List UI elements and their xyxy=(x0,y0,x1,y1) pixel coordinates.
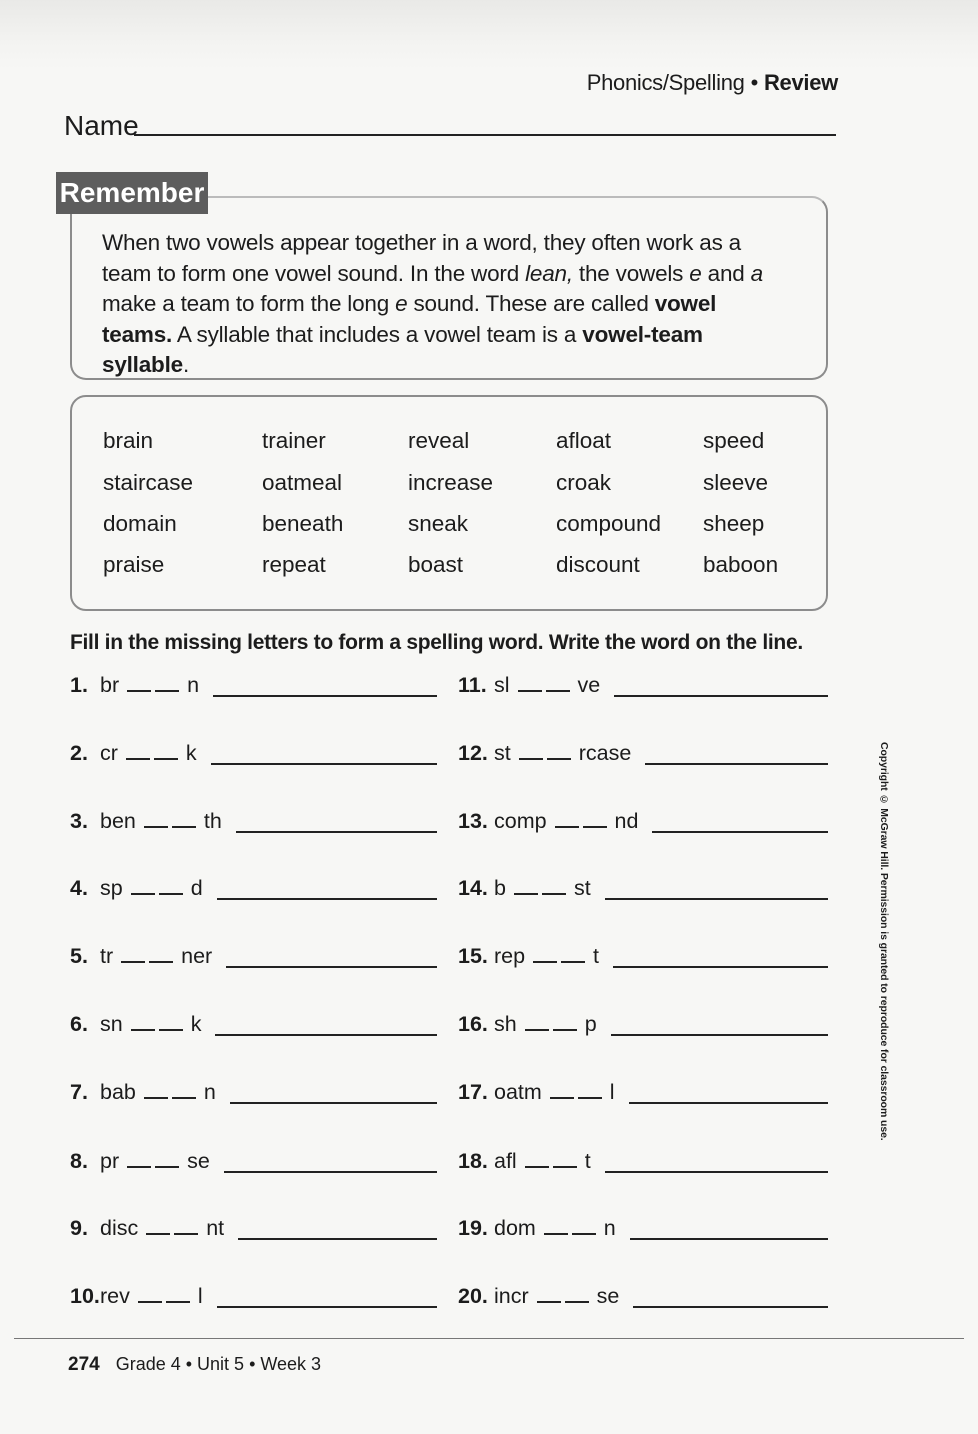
answer-line[interactable] xyxy=(226,966,437,968)
missing-letter-blank[interactable] xyxy=(519,742,543,760)
fragment-end: t xyxy=(584,1149,591,1173)
exercise-item xyxy=(70,673,437,703)
exercise-item xyxy=(70,944,437,974)
header-subsection: Review xyxy=(763,70,838,95)
word-fragment xyxy=(100,741,197,766)
word-bank-word: repeat xyxy=(262,552,326,577)
item-number: 17. xyxy=(458,1080,488,1104)
fragment-end: t xyxy=(593,944,600,968)
fragment-start: pr xyxy=(100,1149,120,1173)
fragment-start: oatm xyxy=(494,1080,542,1104)
word-fragment xyxy=(100,944,212,969)
missing-letter-blank[interactable] xyxy=(172,810,196,828)
missing-letter-blank[interactable] xyxy=(553,1150,577,1168)
word-bank-word: sleeve xyxy=(703,470,769,495)
missing-letter-blank[interactable] xyxy=(149,945,173,963)
missing-letter-blank[interactable] xyxy=(154,742,178,760)
item-number: 15. xyxy=(458,944,488,968)
missing-letter-blank[interactable] xyxy=(550,1081,574,1099)
answer-line[interactable] xyxy=(611,1034,828,1036)
answer-line[interactable] xyxy=(613,966,828,968)
word-bank-word: beneath xyxy=(262,511,344,536)
answer-line[interactable] xyxy=(605,898,828,900)
exercise-item xyxy=(458,1149,828,1179)
fragment-end: ner xyxy=(181,944,213,968)
fragment-start: rev xyxy=(100,1284,130,1308)
exercise-item xyxy=(70,1216,437,1246)
word-fragment xyxy=(100,1012,201,1037)
item-number: 13. xyxy=(458,809,488,833)
exercise-item xyxy=(458,876,828,906)
missing-letter-blank[interactable] xyxy=(533,945,557,963)
item-number: 11. xyxy=(458,673,487,697)
missing-letter-blank[interactable] xyxy=(155,1150,179,1168)
exercise-item xyxy=(458,809,828,839)
missing-letter-blank[interactable] xyxy=(144,1081,168,1099)
word-bank-word: praise xyxy=(103,552,165,577)
missing-letter-blank[interactable] xyxy=(578,1081,602,1099)
missing-letter-blank[interactable] xyxy=(525,1150,549,1168)
exercise-item xyxy=(70,809,437,839)
fragment-start: sp xyxy=(100,876,123,900)
remember-text: When two vowels appear together in a word, they often work as a team to form one vowel sound. In the word lean, the vowels e and a make a team to form the long e sound. These are called vowel teams. A syllable that includes a vowel team is a vowel-team syllable. xyxy=(102,230,763,377)
word-bank-word: oatmeal xyxy=(262,470,343,495)
fragment-end: ve xyxy=(577,673,601,697)
missing-letter-blank[interactable] xyxy=(547,742,571,760)
item-number: 7. xyxy=(70,1080,88,1104)
scan-shading xyxy=(0,0,978,70)
word-fragment xyxy=(494,673,600,698)
missing-letter-blank[interactable] xyxy=(131,1013,155,1031)
word-bank-word: afloat xyxy=(556,428,612,453)
word-bank-word: increase xyxy=(408,470,494,495)
item-number: 20. xyxy=(458,1284,488,1308)
fragment-end: nd xyxy=(614,809,639,833)
answer-line[interactable] xyxy=(614,695,828,697)
missing-letter-blank[interactable] xyxy=(174,1217,198,1235)
answer-line[interactable] xyxy=(224,1171,437,1173)
page-number: 274 xyxy=(68,1354,100,1375)
answer-line[interactable] xyxy=(630,1238,828,1240)
fragment-start: b xyxy=(494,876,506,900)
missing-letter-blank[interactable] xyxy=(172,1081,196,1099)
fragment-end: se xyxy=(187,1149,210,1173)
fragment-start: st xyxy=(494,741,511,765)
item-number: 3. xyxy=(70,809,88,833)
word-fragment xyxy=(494,1216,616,1241)
answer-line[interactable] xyxy=(238,1238,437,1240)
word-bank-word: discount xyxy=(556,552,640,577)
missing-letter-blank[interactable] xyxy=(544,1217,568,1235)
word-bank-word: domain xyxy=(103,511,177,536)
word-fragment xyxy=(494,1080,615,1105)
word-bank-word: trainer xyxy=(262,428,326,453)
word-fragment xyxy=(100,1149,210,1174)
exercise-item xyxy=(70,1080,437,1110)
answer-line[interactable] xyxy=(633,1306,828,1308)
word-fragment xyxy=(494,944,599,969)
word-fragment xyxy=(494,741,631,766)
word-fragment xyxy=(494,1012,597,1037)
remember-tab: Remember xyxy=(56,172,208,214)
exercise-item xyxy=(458,944,828,974)
missing-letter-blank[interactable] xyxy=(126,742,150,760)
missing-letter-blank[interactable] xyxy=(525,1013,549,1031)
word-fragment xyxy=(494,876,591,901)
missing-letter-blank[interactable] xyxy=(537,1285,561,1303)
exercise-item xyxy=(70,1149,437,1179)
item-number: 16. xyxy=(458,1012,488,1036)
fragment-start: disc xyxy=(100,1216,139,1240)
exercise-item xyxy=(458,1284,828,1314)
word-fragment xyxy=(494,1284,619,1309)
exercise-item xyxy=(70,876,437,906)
fragment-end: nt xyxy=(206,1216,225,1240)
fragment-start: sl xyxy=(494,673,510,697)
exercise-item xyxy=(70,741,437,771)
item-number: 19. xyxy=(458,1216,488,1240)
missing-letter-blank[interactable] xyxy=(583,810,607,828)
header-separator: • xyxy=(750,70,758,95)
fragment-start: cr xyxy=(100,741,118,765)
item-number: 2. xyxy=(70,741,88,765)
answer-line[interactable] xyxy=(645,763,828,765)
answer-line[interactable] xyxy=(629,1102,828,1104)
item-number: 9. xyxy=(70,1216,88,1240)
fragment-end: l xyxy=(609,1080,615,1104)
missing-letter-blank[interactable] xyxy=(555,810,579,828)
word-bank-word: reveal xyxy=(408,428,470,453)
fragment-start: bab xyxy=(100,1080,136,1104)
copyright-notice: Copyright © McGraw Hill. Permission is granted to reproduce for classroom use. xyxy=(878,742,890,1141)
missing-letter-blank[interactable] xyxy=(146,1217,170,1235)
word-bank-word: croak xyxy=(556,470,612,495)
fragment-start: comp xyxy=(494,809,547,833)
missing-letter-blank[interactable] xyxy=(561,945,585,963)
fragment-start: rep xyxy=(494,944,526,968)
fragment-start: afl xyxy=(494,1149,517,1173)
fragment-start: ben xyxy=(100,809,136,833)
missing-letter-blank[interactable] xyxy=(553,1013,577,1031)
fragment-end: k xyxy=(185,741,197,765)
fragment-end: rcase xyxy=(578,741,632,765)
fragment-end: n xyxy=(203,1080,216,1104)
word-fragment xyxy=(494,1149,591,1174)
missing-letter-blank[interactable] xyxy=(127,1150,151,1168)
word-fragment xyxy=(494,809,638,834)
instructions: Fill in the missing letters to form a spelling word. Write the word on the line. xyxy=(70,631,803,654)
item-number: 5. xyxy=(70,944,88,968)
exercise-item xyxy=(458,673,828,703)
name-write-line[interactable] xyxy=(134,134,836,136)
fragment-end: th xyxy=(203,809,222,833)
fragment-end: l xyxy=(197,1284,203,1308)
fragment-start: sh xyxy=(494,1012,517,1036)
answer-line[interactable] xyxy=(211,763,437,765)
word-fragment xyxy=(100,1216,224,1241)
answer-line[interactable] xyxy=(215,1034,437,1036)
item-number: 14. xyxy=(458,876,488,900)
fragment-start: br xyxy=(100,673,120,697)
answer-line[interactable] xyxy=(236,831,437,833)
missing-letter-blank[interactable] xyxy=(518,674,542,692)
missing-letter-blank[interactable] xyxy=(542,877,566,895)
item-number: 18. xyxy=(458,1149,488,1173)
page-header xyxy=(587,70,838,96)
fragment-end: se xyxy=(596,1284,620,1308)
missing-letter-blank[interactable] xyxy=(131,877,155,895)
missing-letter-blank[interactable] xyxy=(565,1285,589,1303)
fragment-start: sn xyxy=(100,1012,123,1036)
missing-letter-blank[interactable] xyxy=(159,877,183,895)
footer-info: Grade 4 • Unit 5 • Week 3 xyxy=(115,1354,322,1374)
word-bank-word: speed xyxy=(703,428,765,453)
footer-rule xyxy=(14,1338,964,1339)
word-fragment xyxy=(100,809,222,834)
exercise-item xyxy=(70,1284,437,1314)
word-bank-word: sneak xyxy=(408,511,469,536)
exercise-item xyxy=(70,1012,437,1042)
word-bank-word: baboon xyxy=(703,552,779,577)
item-number: 10. xyxy=(70,1284,100,1308)
exercise-item xyxy=(458,1216,828,1246)
answer-line[interactable] xyxy=(230,1102,437,1104)
missing-letter-blank[interactable] xyxy=(166,1285,190,1303)
missing-letter-blank[interactable] xyxy=(159,1013,183,1031)
word-bank-word: sheep xyxy=(703,511,765,536)
answer-line[interactable] xyxy=(213,695,437,697)
missing-letter-blank[interactable] xyxy=(155,674,179,692)
word-fragment xyxy=(100,1284,203,1309)
fragment-end: st xyxy=(573,876,591,900)
exercise-item xyxy=(458,741,828,771)
fragment-end: n xyxy=(187,673,200,697)
word-bank-word: staircase xyxy=(103,470,194,495)
answer-line[interactable] xyxy=(605,1171,828,1173)
answer-line[interactable] xyxy=(217,1306,437,1308)
fragment-end: d xyxy=(190,876,203,900)
missing-letter-blank[interactable] xyxy=(121,945,145,963)
answer-line[interactable] xyxy=(217,898,437,900)
fragment-start: dom xyxy=(494,1216,536,1240)
word-bank-word: compound xyxy=(556,511,662,536)
fragment-end: p xyxy=(584,1012,597,1036)
item-number: 12. xyxy=(458,741,488,765)
word-bank-word: boast xyxy=(408,552,464,577)
fragment-start: incr xyxy=(494,1284,529,1308)
page-footer xyxy=(68,1354,321,1376)
missing-letter-blank[interactable] xyxy=(572,1217,596,1235)
fragment-start: tr xyxy=(100,944,114,968)
exercise-item xyxy=(458,1080,828,1110)
item-number: 4. xyxy=(70,876,88,900)
answer-line[interactable] xyxy=(652,831,828,833)
item-number: 8. xyxy=(70,1149,88,1173)
fragment-end: n xyxy=(603,1216,616,1240)
item-number: 6. xyxy=(70,1012,88,1036)
word-fragment xyxy=(100,876,203,901)
missing-letter-blank[interactable] xyxy=(514,877,538,895)
missing-letter-blank[interactable] xyxy=(546,674,570,692)
exercise-item xyxy=(458,1012,828,1042)
word-bank-word: brain xyxy=(103,428,154,453)
item-number: 1. xyxy=(70,673,88,697)
word-fragment xyxy=(100,1080,216,1105)
fragment-end: k xyxy=(190,1012,202,1036)
name-row xyxy=(64,108,836,140)
header-section-title: Phonics/Spelling xyxy=(586,70,745,95)
name-label: Name xyxy=(64,110,139,141)
word-fragment xyxy=(100,673,199,698)
missing-letter-blank[interactable] xyxy=(127,674,151,692)
missing-letter-blank[interactable] xyxy=(144,810,168,828)
missing-letter-blank[interactable] xyxy=(138,1285,162,1303)
